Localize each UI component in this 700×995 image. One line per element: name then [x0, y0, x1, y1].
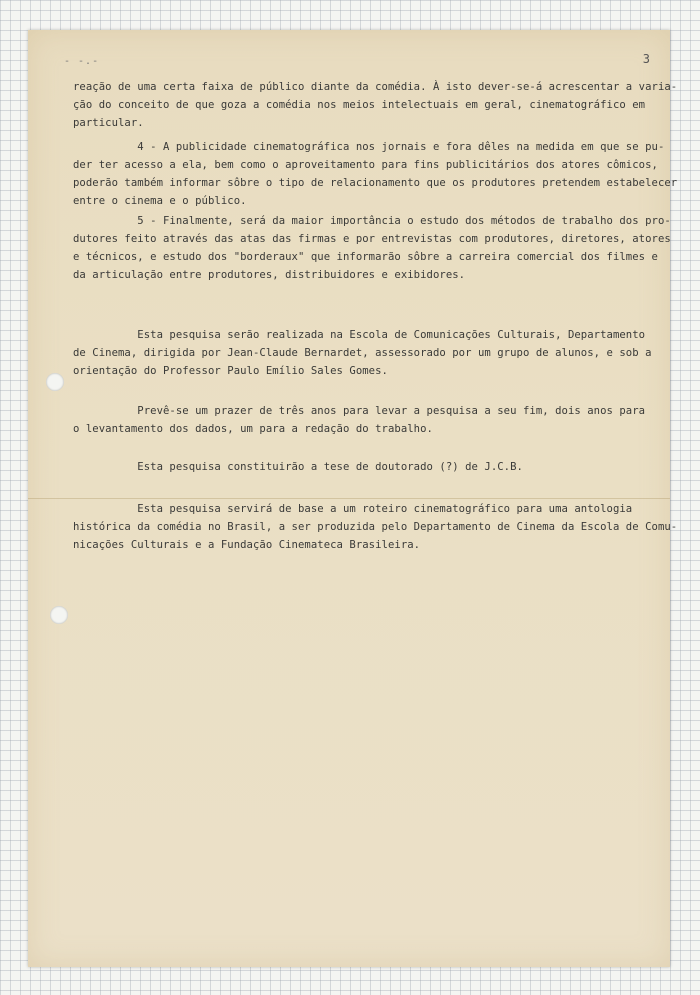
text-line: Esta pesquisa constituirão a tese de doutorado (?) de J.C.B.	[73, 461, 523, 473]
text-line: der ter acesso a ela, bem como o aproveitamento para fins publicitários dos atores cômicos,	[73, 159, 658, 171]
text-line: entre o cinema e o público.	[73, 195, 247, 207]
text-line: Esta pesquisa serão realizada na Escola de Comunicações Culturais, Departamento	[73, 329, 646, 341]
paper-fold-line	[28, 498, 670, 499]
typewritten-page	[28, 30, 678, 967]
text-line: histórica da comédia no Brasil, a ser produzida pelo Departamento de Cinema da Escola de Comu-	[73, 521, 678, 533]
text-line: orientação do Professor Paulo Emílio Sales Gomes.	[73, 365, 388, 377]
paragraph-1	[73, 78, 678, 132]
page-number: 3	[642, 52, 650, 66]
paragraph-6	[73, 458, 663, 476]
text-line: o levantamento dos dados, um para a redação do trabalho.	[73, 423, 433, 435]
paragraph-4	[73, 326, 663, 380]
text-line: reação de uma certa faixa de público diante da comédia. À isto dever-se-á acrescentar a varia-	[73, 81, 678, 93]
header-mark: - -.-	[64, 56, 100, 67]
text-line: 4 - A publicidade cinematográfica nos jornais e fora dêles na medida em que se pu-	[73, 141, 665, 153]
text-line: particular.	[73, 117, 144, 129]
text-line: Prevê-se um prazer de três anos para levar a pesquisa a seu fim, dois anos para	[73, 405, 646, 417]
text-line: nicações Culturais e a Fundação Cinemateca Brasileira.	[73, 539, 421, 551]
paragraph-7	[73, 500, 678, 554]
text-line: e técnicos, e estudo dos "borderaux" que informarão sôbre a carreira comercial dos filmes e	[73, 251, 658, 263]
text-line: da articulação entre produtores, distribuidores e exibidores.	[73, 269, 466, 281]
paragraph-5	[73, 402, 663, 438]
text-line: 5 - Finalmente, será da maior importância o estudo dos métodos de trabalho dos pro-	[73, 215, 671, 227]
paragraph-3	[73, 212, 671, 284]
text-line: de Cinema, dirigida por Jean-Claude Bernardet, assessorado por um grupo de alunos, e sob a	[73, 347, 652, 359]
text-line: ção do conceito de que goza a comédia nos meios intelectuais em geral, cinematográfico em	[73, 99, 646, 111]
text-line: dutores feito através das atas das firmas e por entrevistas com produtores, diretores, atores	[73, 233, 671, 245]
text-line: Esta pesquisa servirá de base a um roteiro cinematográfico para uma antologia	[73, 503, 633, 515]
punch-hole-upper	[46, 373, 64, 391]
paragraph-2	[73, 138, 678, 210]
punch-hole-lower	[50, 606, 68, 624]
text-line: poderão também informar sôbre o tipo de relacionamento que os produtores pretendem estabelecer	[73, 177, 678, 189]
